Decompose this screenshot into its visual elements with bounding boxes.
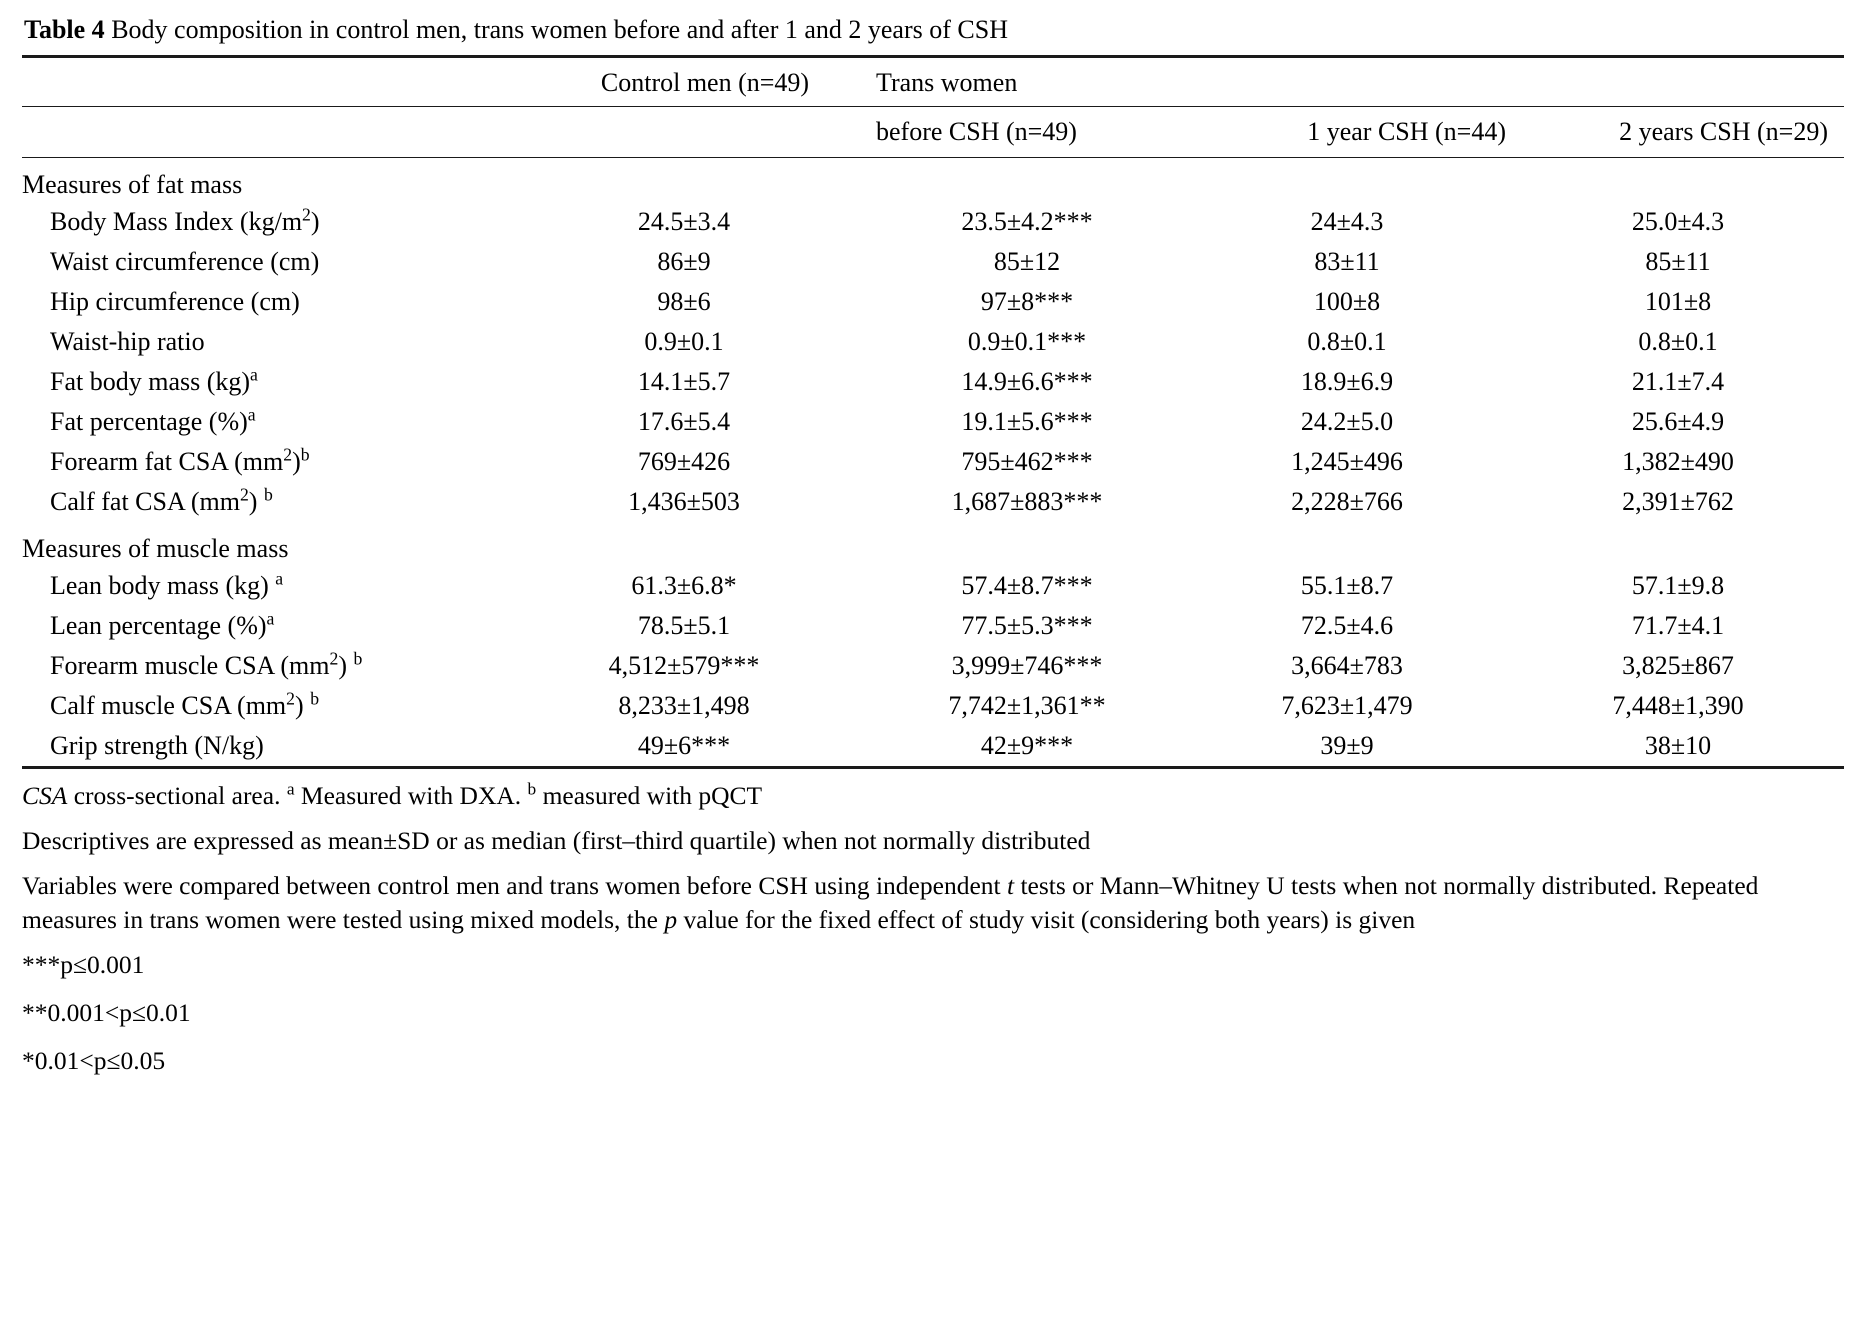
header-sub-empty-2 <box>540 107 870 158</box>
row-value: 3,825±867 <box>1622 651 1734 681</box>
table-footnotes <box>22 779 1844 1077</box>
footnote-p-01: **0.001<p≤0.01 <box>22 997 191 1027</box>
row-value: 24±4.3 <box>1310 207 1384 237</box>
row-label: Fat body mass (kg)$^a$ <box>50 364 258 397</box>
header-before-csh: before CSH (n=49) <box>870 107 1200 158</box>
table-row <box>22 442 1844 482</box>
section-header-muscle-mass <box>22 522 1844 566</box>
row-value: 97±8*** <box>980 287 1074 317</box>
table-row <box>22 482 1844 522</box>
row-value: 19.1±5.6*** <box>961 407 1093 437</box>
row-label: Waist circumference (cm) <box>50 247 320 277</box>
table-row <box>22 726 1844 768</box>
row-value: 14.9±6.6*** <box>961 367 1093 397</box>
row-value: 21.1±7.4 <box>1631 367 1725 397</box>
row-label: Waist-hip ratio <box>50 327 205 357</box>
table-caption <box>24 14 1843 45</box>
row-value: 78.5±5.1 <box>637 611 731 641</box>
row-value: 7,448±1,390 <box>1612 691 1744 721</box>
row-value: 39±9 <box>1200 726 1522 768</box>
row-label: Body Mass Index $(kg/m^2)$ <box>50 204 320 237</box>
row-value: 49±6*** <box>540 726 870 768</box>
row-value: 101±8 <box>1644 287 1712 317</box>
table-caption-label: Table 4 <box>24 15 105 44</box>
table-row <box>22 402 1844 442</box>
footnote-p-001: ***p≤0.001 <box>22 949 145 979</box>
table-header-row-subgroups <box>22 107 1844 158</box>
row-value: 24.2±5.0 <box>1300 407 1394 437</box>
row-label: Calf fat CSA $(mm^2)$ $^b$ <box>50 484 273 517</box>
row-label: Fat percentage (%)$^a$ <box>50 404 256 437</box>
row-value: 83±11 <box>1314 247 1380 277</box>
row-value: 42±9*** <box>870 726 1200 768</box>
row-value: 57.1±9.8 <box>1631 571 1725 601</box>
row-value: 8,233±1,498 <box>618 691 750 721</box>
row-value: 71.7±4.1 <box>1631 611 1725 641</box>
row-value: 1,436±503 <box>628 487 740 517</box>
row-label: Grip strength (N/kg) <box>22 726 540 768</box>
header-sub-empty-1 <box>22 107 540 158</box>
footnote-abbreviations: CSA cross-sectional area. $^a$ Measured with DXA. $^b$ measured with pQCT <box>22 779 763 811</box>
footnote-p-05: *0.01<p≤0.05 <box>22 1045 166 1075</box>
row-value: 85±12 <box>993 247 1061 277</box>
header-2-years-csh: 2 years CSH (n=29) <box>1522 107 1844 158</box>
row-label: Forearm muscle CSA $(mm^2)$ $^b$ <box>50 648 363 681</box>
row-value: 85±11 <box>1645 247 1711 277</box>
row-label: Forearm fat CSA $(mm^2)^b$ <box>50 444 310 477</box>
row-label: Hip circumference (cm) <box>50 287 300 317</box>
row-value: 0.8±0.1 <box>1638 327 1718 357</box>
table-row <box>22 686 1844 726</box>
header-empty-cell <box>22 57 540 107</box>
row-value: 0.8±0.1 <box>1307 327 1387 357</box>
header-trans-women: Trans women <box>870 57 1844 107</box>
row-value: 1,382±490 <box>1622 447 1734 477</box>
header-control-men: Control men (n=49) <box>540 57 870 107</box>
footnote-comparison: Variables were compared between control men and trans women before CSH using independent t tests or Mann–Whitney U tests when not normally distributed. Repeated measures in trans women were tested using mixed models, the p value for the fixed effect of study visit (considering both years) is given <box>22 871 1759 934</box>
table-row <box>22 566 1844 606</box>
row-value: 7,742±1,361** <box>948 691 1106 721</box>
row-value: 1,687±883*** <box>951 487 1103 517</box>
table-caption-text: Body composition in control men, trans women before and after 1 and 2 years of CSH <box>111 15 1008 44</box>
table-header-row-groups <box>22 57 1844 107</box>
row-value: 57.4±8.7*** <box>961 571 1093 601</box>
section-title: Measures of fat mass <box>22 158 1844 203</box>
table-row <box>22 606 1844 646</box>
footnote-descriptives: Descriptives are expressed as mean±SD or as median (first–third quartile) when not normally distributed <box>22 826 1091 856</box>
row-value: 14.1±5.7 <box>637 367 731 397</box>
table-row <box>22 282 1844 322</box>
row-value: 55.1±8.7 <box>1300 571 1394 601</box>
row-value: 3,664±783 <box>1291 651 1403 681</box>
row-label: Lean percentage (%)$^a$ <box>50 608 275 641</box>
row-value: 25.6±4.9 <box>1631 407 1725 437</box>
row-value: 38±10 <box>1522 726 1844 768</box>
row-value: 4,512±579*** <box>608 651 760 681</box>
row-value: 0.9±0.1*** <box>967 327 1087 357</box>
table-row <box>22 202 1844 242</box>
table-row <box>22 646 1844 686</box>
row-value: 769±426 <box>637 447 731 477</box>
row-value: 3,999±746*** <box>951 651 1103 681</box>
row-label: Calf muscle CSA $(mm^2)$ $^b$ <box>50 688 320 721</box>
row-value: 23.5±4.2*** <box>961 207 1093 237</box>
section-header-fat-mass <box>22 158 1844 203</box>
row-value: 61.3±6.8* <box>631 571 737 601</box>
table-row <box>22 322 1844 362</box>
body-composition-table <box>22 55 1844 769</box>
row-value: 77.5±5.3*** <box>961 611 1093 641</box>
row-value: 0.9±0.1 <box>644 327 724 357</box>
row-value: 98±6 <box>657 287 711 317</box>
header-1-year-csh: 1 year CSH (n=44) <box>1200 107 1522 158</box>
row-value: 100±8 <box>1313 287 1381 317</box>
row-value: 795±462*** <box>961 447 1093 477</box>
row-value: 7,623±1,479 <box>1281 691 1413 721</box>
row-value: 24.5±3.4 <box>637 207 731 237</box>
row-value: 17.6±5.4 <box>637 407 731 437</box>
row-value: 72.5±4.6 <box>1300 611 1394 641</box>
row-value: 25.0±4.3 <box>1631 207 1725 237</box>
row-value: 86±9 <box>657 247 711 277</box>
section-title: Measures of muscle mass <box>22 534 289 564</box>
table-row <box>22 362 1844 402</box>
row-label: Lean body mass (kg) $^a$ <box>50 568 284 601</box>
row-value: 1,245±496 <box>1291 447 1403 477</box>
row-value: 18.9±6.9 <box>1300 367 1394 397</box>
table-row <box>22 242 1844 282</box>
row-value: 2,228±766 <box>1291 487 1403 517</box>
row-value: 2,391±762 <box>1622 487 1734 517</box>
